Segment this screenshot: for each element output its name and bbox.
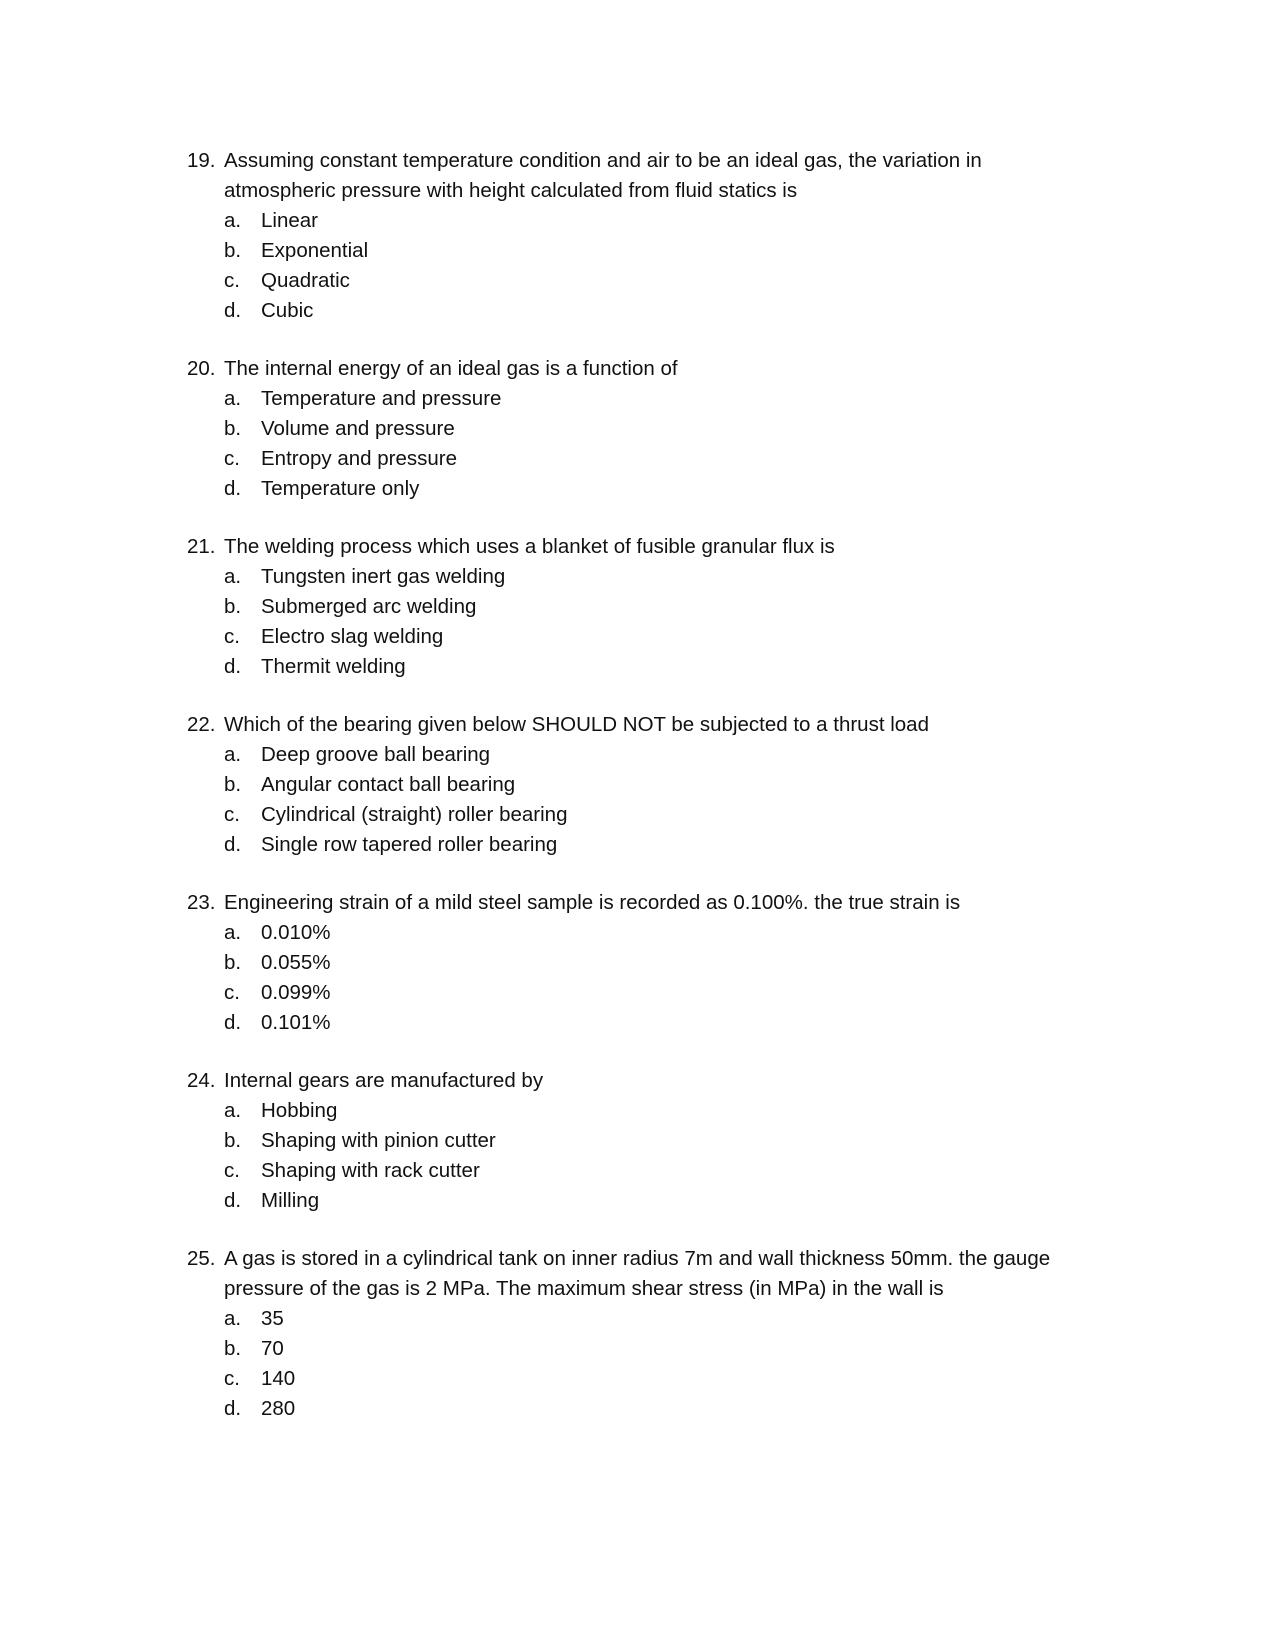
option-letter: d. <box>224 1189 242 1212</box>
option-d <box>187 652 1087 682</box>
option-b <box>187 948 1087 978</box>
option-text: Temperature only <box>261 477 420 500</box>
option-text: Angular contact ball bearing <box>261 773 516 796</box>
option-b <box>187 1334 1087 1364</box>
option-text: Submerged arc welding <box>261 595 477 618</box>
question-20 <box>187 354 1087 504</box>
option-text: Thermit welding <box>261 655 406 678</box>
option-d <box>187 1008 1087 1038</box>
option-list <box>187 384 1087 504</box>
question-text: Internal gears are manufactured by <box>224 1069 544 1092</box>
option-letter: b. <box>224 595 242 618</box>
question-number: 20. <box>187 357 216 380</box>
question-number: 24. <box>187 1069 216 1092</box>
option-b <box>187 770 1087 800</box>
option-d <box>187 474 1087 504</box>
option-letter: c. <box>224 803 240 826</box>
option-list <box>187 562 1087 682</box>
option-letter: b. <box>224 239 242 262</box>
option-c <box>187 978 1087 1008</box>
option-text: Milling <box>261 1189 320 1212</box>
question-stem <box>187 710 1087 740</box>
question-number: 19. <box>187 149 216 172</box>
option-list <box>187 740 1087 860</box>
option-letter: b. <box>224 951 242 974</box>
option-text: Linear <box>261 209 318 232</box>
option-list <box>187 1096 1087 1216</box>
option-letter: b. <box>224 773 242 796</box>
question-stem <box>187 1066 1087 1096</box>
option-letter: a. <box>224 1307 242 1330</box>
option-text: 0.099% <box>261 981 331 1004</box>
option-letter: c. <box>224 1159 240 1182</box>
option-list <box>187 206 1087 326</box>
option-text: 0.010% <box>261 921 331 944</box>
option-text: Shaping with pinion cutter <box>261 1129 496 1152</box>
option-d <box>187 1394 1087 1424</box>
option-text: Deep groove ball bearing <box>261 743 491 766</box>
option-text: Volume and pressure <box>261 417 455 440</box>
option-letter: c. <box>224 269 240 292</box>
question-23 <box>187 888 1087 1038</box>
option-a <box>187 206 1087 236</box>
question-19 <box>187 146 1087 326</box>
question-text: Engineering strain of a mild steel sample is recorded as 0.100%. the true strain is <box>224 891 961 914</box>
option-a <box>187 384 1087 414</box>
option-letter: a. <box>224 921 242 944</box>
option-d <box>187 296 1087 326</box>
question-21 <box>187 532 1087 682</box>
option-letter: d. <box>224 1011 242 1034</box>
option-a <box>187 918 1087 948</box>
option-c <box>187 1364 1087 1394</box>
option-d <box>187 1186 1087 1216</box>
option-letter: d. <box>224 833 242 856</box>
option-c <box>187 622 1087 652</box>
option-letter: c. <box>224 981 240 1004</box>
option-text: 280 <box>261 1397 296 1420</box>
option-c <box>187 444 1087 474</box>
question-stem <box>187 146 1087 206</box>
option-text: 140 <box>261 1367 296 1390</box>
option-text: 70 <box>261 1337 284 1360</box>
question-text: The welding process which uses a blanket of fusible granular flux is <box>224 535 835 558</box>
option-letter: a. <box>224 209 242 232</box>
question-24 <box>187 1066 1087 1216</box>
option-letter: a. <box>224 387 242 410</box>
question-stem <box>187 1244 1087 1304</box>
option-c <box>187 266 1087 296</box>
option-text: Tungsten inert gas welding <box>261 565 506 588</box>
option-text: Quadratic <box>261 269 350 292</box>
option-letter: c. <box>224 1367 240 1390</box>
option-list <box>187 918 1087 1038</box>
option-text: 35 <box>261 1307 284 1330</box>
option-d <box>187 830 1087 860</box>
option-text: Entropy and pressure <box>261 447 458 470</box>
option-letter: a. <box>224 743 242 766</box>
option-letter: d. <box>224 477 242 500</box>
option-a <box>187 1096 1087 1126</box>
option-c <box>187 800 1087 830</box>
option-text: 0.055% <box>261 951 331 974</box>
option-letter: b. <box>224 1129 242 1152</box>
option-letter: d. <box>224 299 242 322</box>
option-b <box>187 414 1087 444</box>
option-letter: a. <box>224 565 242 588</box>
question-text: A gas is stored in a cylindrical tank on inner radius 7m and wall thickness 50mm. the gauge pressure of the gas is 2 MPa. The maximum shear stress (in MPa) in the wall is <box>224 1247 1051 1300</box>
option-c <box>187 1156 1087 1186</box>
option-text: Exponential <box>261 239 369 262</box>
question-22 <box>187 710 1087 860</box>
option-letter: d. <box>224 1397 242 1420</box>
option-list <box>187 1304 1087 1424</box>
question-stem <box>187 354 1087 384</box>
option-text: Temperature and pressure <box>261 387 502 410</box>
question-number: 23. <box>187 891 216 914</box>
option-b <box>187 1126 1087 1156</box>
question-number: 22. <box>187 713 216 736</box>
question-text: The internal energy of an ideal gas is a function of <box>224 357 678 380</box>
option-a <box>187 1304 1087 1334</box>
option-a <box>187 740 1087 770</box>
question-text: Which of the bearing given below SHOULD NOT be subjected to a thrust load <box>224 713 929 736</box>
option-text: 0.101% <box>261 1011 331 1034</box>
option-a <box>187 562 1087 592</box>
option-letter: b. <box>224 1337 242 1360</box>
option-text: Shaping with rack cutter <box>261 1159 480 1182</box>
option-text: Single row tapered roller bearing <box>261 833 558 856</box>
option-text: Electro slag welding <box>261 625 444 648</box>
question-25 <box>187 1244 1087 1424</box>
option-text: Hobbing <box>261 1099 338 1122</box>
question-stem <box>187 532 1087 562</box>
option-text: Cylindrical (straight) roller bearing <box>261 803 568 826</box>
question-number: 25. <box>187 1247 216 1270</box>
question-stem <box>187 888 1087 918</box>
question-list <box>187 146 1087 1452</box>
option-letter: c. <box>224 625 240 648</box>
option-b <box>187 592 1087 622</box>
option-letter: d. <box>224 655 242 678</box>
option-b <box>187 236 1087 266</box>
question-text: Assuming constant temperature condition and air to be an ideal gas, the variation in atmospheric pressure with height calculated from fluid statics is <box>224 149 982 202</box>
question-number: 21. <box>187 535 216 558</box>
option-letter: c. <box>224 447 240 470</box>
option-text: Cubic <box>261 299 314 322</box>
option-letter: b. <box>224 417 242 440</box>
option-letter: a. <box>224 1099 242 1122</box>
